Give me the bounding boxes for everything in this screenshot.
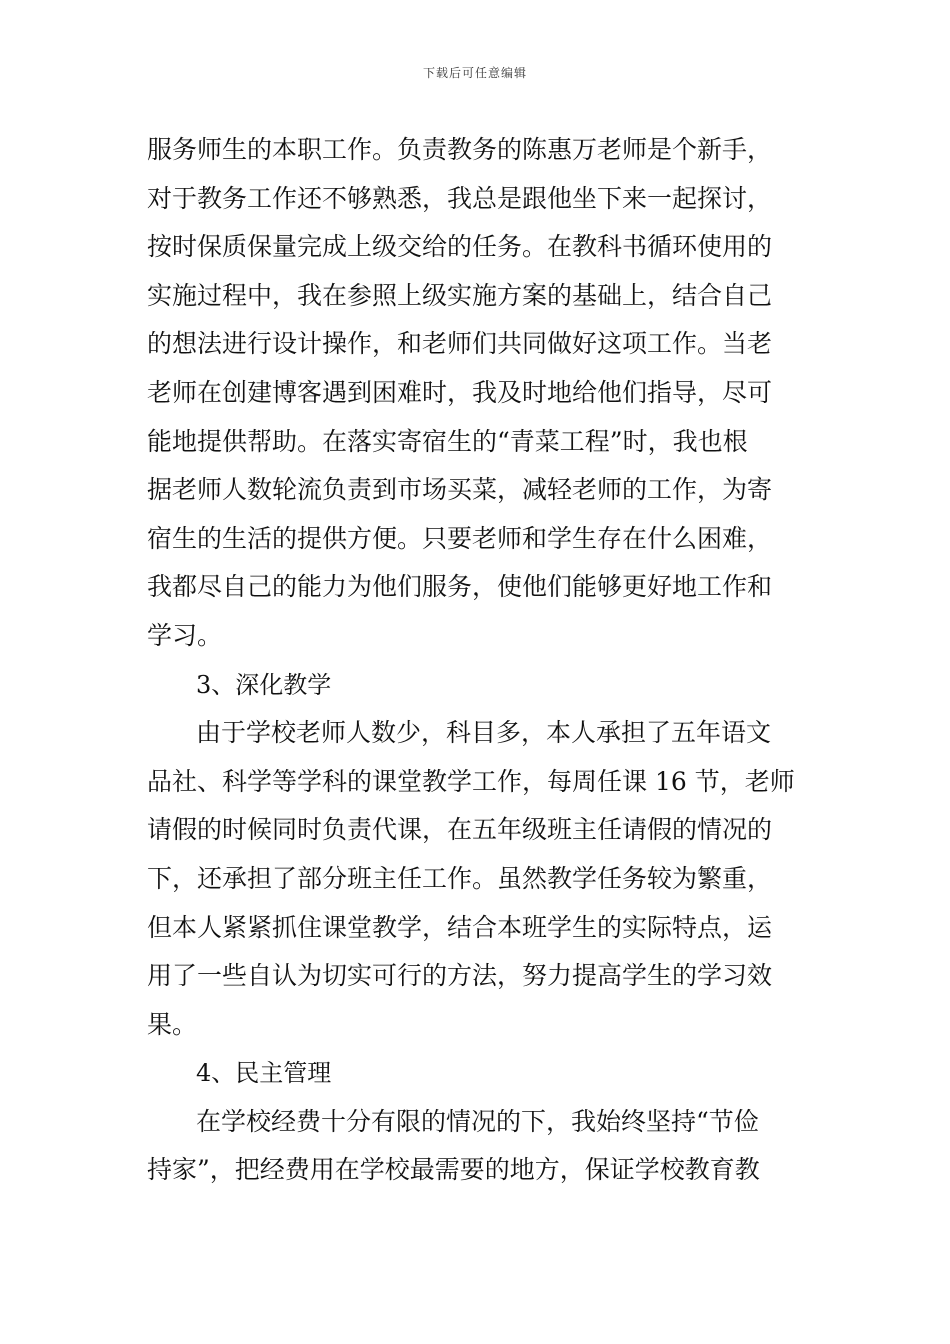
- text-line: 服务师生的本职工作。负责教务的陈惠万老师是个新手，: [147, 135, 773, 164]
- text-line: 学习。: [147, 620, 223, 650]
- text-line: 老师在创建博客遇到困难时，我及时地给他们指导，尽可: [147, 377, 773, 407]
- text-line: 持家”，把经费用在学校最需要的地方，保证学校教育教: [147, 1155, 760, 1185]
- text-line: 但本人紧紧抓住课堂教学，结合本班学生的实际特点，运: [147, 912, 773, 942]
- text-line: 请假的时候同时负责代课，在五年级班主任请假的情况的: [147, 815, 773, 845]
- text-line: 果。: [147, 1009, 198, 1039]
- text-line: 按时保质保量完成上级交给的任务。在教科书循环使用的: [147, 232, 773, 262]
- text-line: 据老师人数轮流负责到市场买菜，减轻老师的工作，为寄: [147, 475, 773, 505]
- document-body: [147, 126, 807, 1195]
- paragraph-first-line: 由于学校老师人数少，科目多，本人承担了五年语文: [196, 718, 772, 748]
- text-line: 实施过程中，我在参照上级实施方案的基础上，结合自己: [147, 280, 773, 310]
- text-line: 用了一些自认为切实可行的方法，努力提高学生的学习效: [147, 961, 773, 991]
- section-heading-4: 4、民主管理: [196, 1059, 332, 1088]
- page-header: 下载后可任意编辑: [422, 66, 527, 80]
- text-line: 对于教务工作还不够熟悉，我总是跟他坐下来一起探讨，: [147, 183, 773, 213]
- text-line: 的想法进行设计操作，和老师们共同做好这项工作。当老: [147, 329, 773, 359]
- text-line: 我都尽自己的能力为他们服务，使他们能够更好地工作和: [147, 572, 773, 602]
- text-line: 能地提供帮助。在落实寄宿生的“青菜工程”时，我也根: [147, 426, 748, 456]
- text-line: 宿生的生活的提供方便。只要老师和学生存在什么困难，: [147, 523, 773, 553]
- section-heading-3: 3、深化教学: [196, 670, 332, 699]
- paragraph-first-line: 在学校经费十分有限的情况的下，我始终坚持“节俭: [196, 1106, 759, 1136]
- text-line: 下，还承担了部分班主任工作。虽然教学任务较为繁重，: [147, 863, 773, 893]
- text-line: 品社、科学等学科的课堂教学工作，每周任课 16 节，老师: [147, 766, 795, 796]
